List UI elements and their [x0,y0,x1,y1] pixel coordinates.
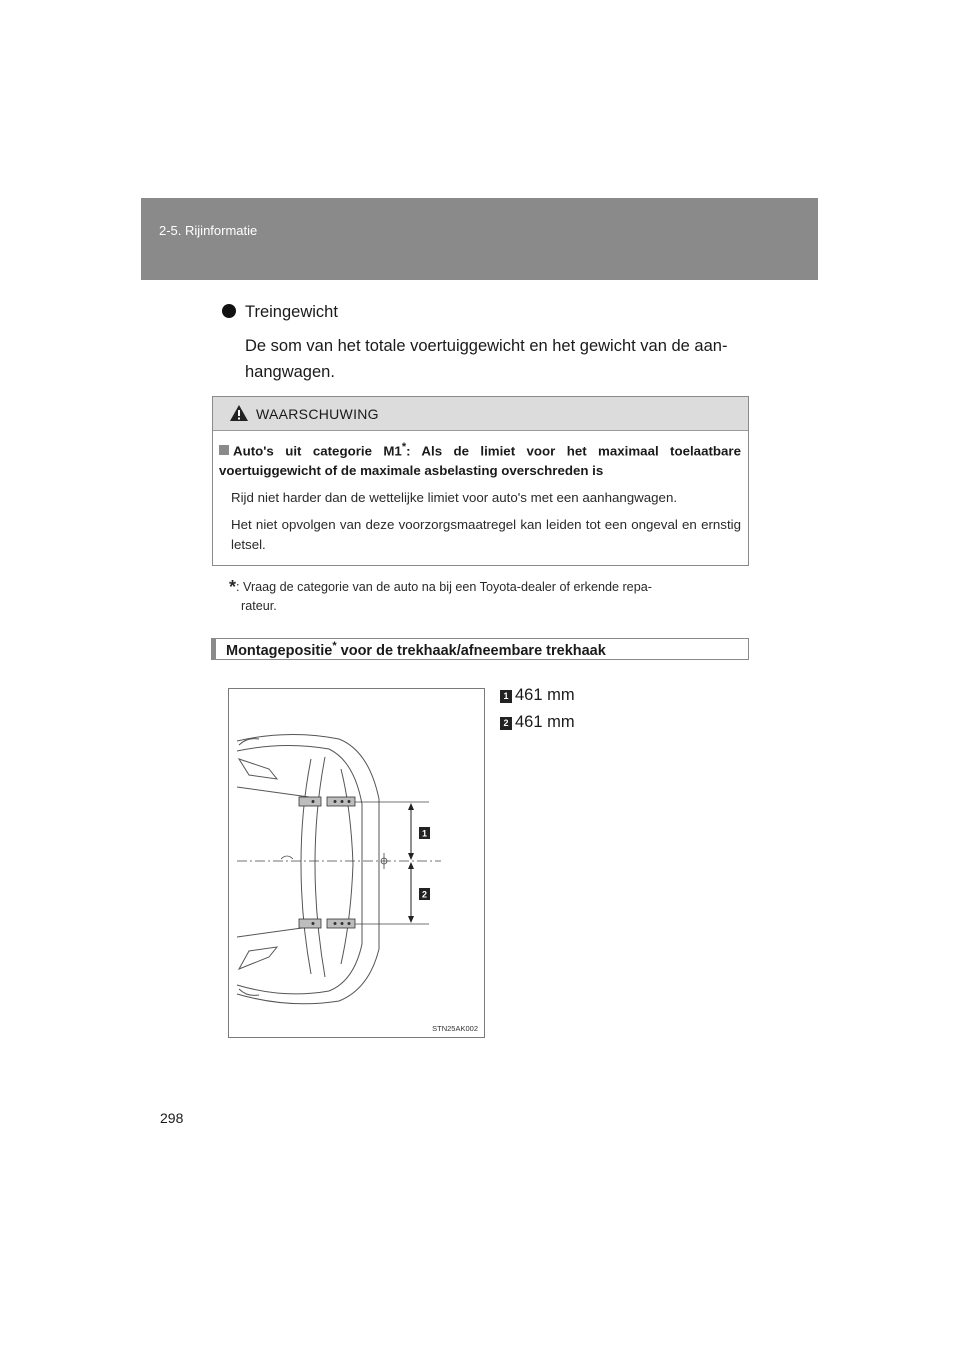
warning-paragraph-1: Rijd niet harder dan de wettelijke limiet voor auto's met een aanhangwagen. [231,490,678,506]
svg-text:2: 2 [421,889,428,900]
square-bullet-icon [219,445,229,455]
figure-code: STN25AK002 [432,1024,478,1033]
bullet-description: De som van het totale voertuiggewicht en het gewicht van de aan-hangwagen. [245,337,728,381]
section-title: Montagepositie* voor de trekhaak/afneembare trekhaak [211,638,749,660]
svg-text:1: 1 [421,828,428,839]
warning-box [212,396,749,566]
warning-title: Auto's uit categorie M1*: Als de limiet voor het maximaal toelaatbare voertuiggewicht of de maximale asbelasting overschreden is [219,441,741,479]
page-number: 298 [160,1110,184,1126]
bullet-item [222,303,338,322]
bullet-dot-icon [222,304,236,318]
section-breadcrumb: 2-5. Rijinformatie [159,223,258,238]
warning-label: WAARSCHUWING [256,406,379,422]
towbar-figure [228,688,485,1038]
legend-item-2: 2 461 mm [500,713,575,732]
warning-header [213,397,748,431]
bullet-title: Treingewicht [245,303,338,321]
header-band [141,198,818,280]
footnote: *: Vraag de categorie van de auto na bij een Toyota-dealer of erkende repa- rateur. [229,577,652,613]
warning-paragraph-2: Het niet opvolgen van deze voorzorgsmaatregel kan leiden tot een ongeval en ernstig letsel. [231,517,741,553]
car-rear-illustration [229,689,486,1039]
warning-triangle-icon [229,404,249,422]
legend-item-1: 1 461 mm [500,686,575,705]
